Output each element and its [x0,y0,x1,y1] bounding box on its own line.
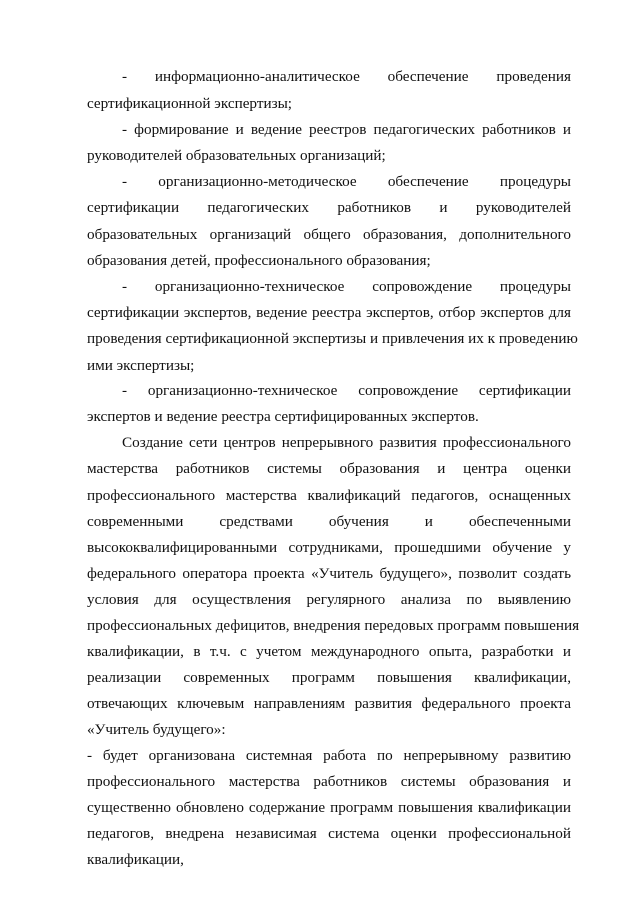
text-line: - информационно-аналитическое обеспечение проведения [122,68,571,85]
text-line: «Учитель будущего»: [87,721,226,738]
text-line: - организационно-техническое сопровождение сертификации [122,382,571,399]
text-line: образования детей, профессионального образования; [87,252,431,269]
text-line: - организационно-техническое сопровождение процедуры [122,278,571,295]
text-line: Создание сети центров непрерывного развития профессионального [122,434,571,451]
text-line: профессионального мастерства квалификаций педагогов, оснащенных [87,487,571,504]
text-line: существенно обновлено содержание программ повышения квалификации [87,799,571,816]
text-line: профессиональных дефицитов, внедрения передовых программ повышения [87,617,580,634]
text-line: сертификационной экспертизы; [87,95,293,112]
text-line: - будет организована системная работа по непрерывному развитию [87,747,571,764]
text-line: высококвалифицированными сотрудниками, прошедшими обучение у [87,539,571,556]
text-line: современными средствами обучения и обеспеченными [87,513,571,530]
text-line: условия для осуществления регулярного анализа по выявлению [87,591,571,608]
text-line: квалификации, в т.ч. с учетом международного опыта, разработки и [87,643,571,660]
text-line: сертификации экспертов, ведение реестра экспертов, отбор экспертов для [87,304,571,321]
text-line: - организационно-методическое обеспечение процедуры [122,173,571,190]
text-line: сертификации педагогических работников и руководителей [87,199,571,216]
text-line: руководителей образовательных организаций; [87,147,386,164]
text-line: профессионального мастерства работников системы образования и [87,773,571,790]
text-line: отвечающих ключевым направлениям развития федерального проекта [87,695,571,712]
text-line: мастерства работников системы образования и центра оценки [87,460,571,477]
text-line: реализации современных программ повышения квалификации, [87,669,571,686]
text-line: экспертов и ведение реестра сертифицированных экспертов. [87,408,479,425]
text-line: педагогов, внедрена независимая система оценки профессиональной [87,825,571,842]
text-line: ими экспертизы; [87,357,195,374]
text-line: образовательных организаций общего образования, дополнительного [87,226,571,243]
text-line: квалификации, [87,851,184,868]
text-line: федерального оператора проекта «Учитель будущего», позволит создать [87,565,571,582]
text-line: проведения сертификационной экспертизы и привлечения их к проведению [87,330,578,347]
text-line: - формирование и ведение реестров педагогических работников и [122,121,571,138]
